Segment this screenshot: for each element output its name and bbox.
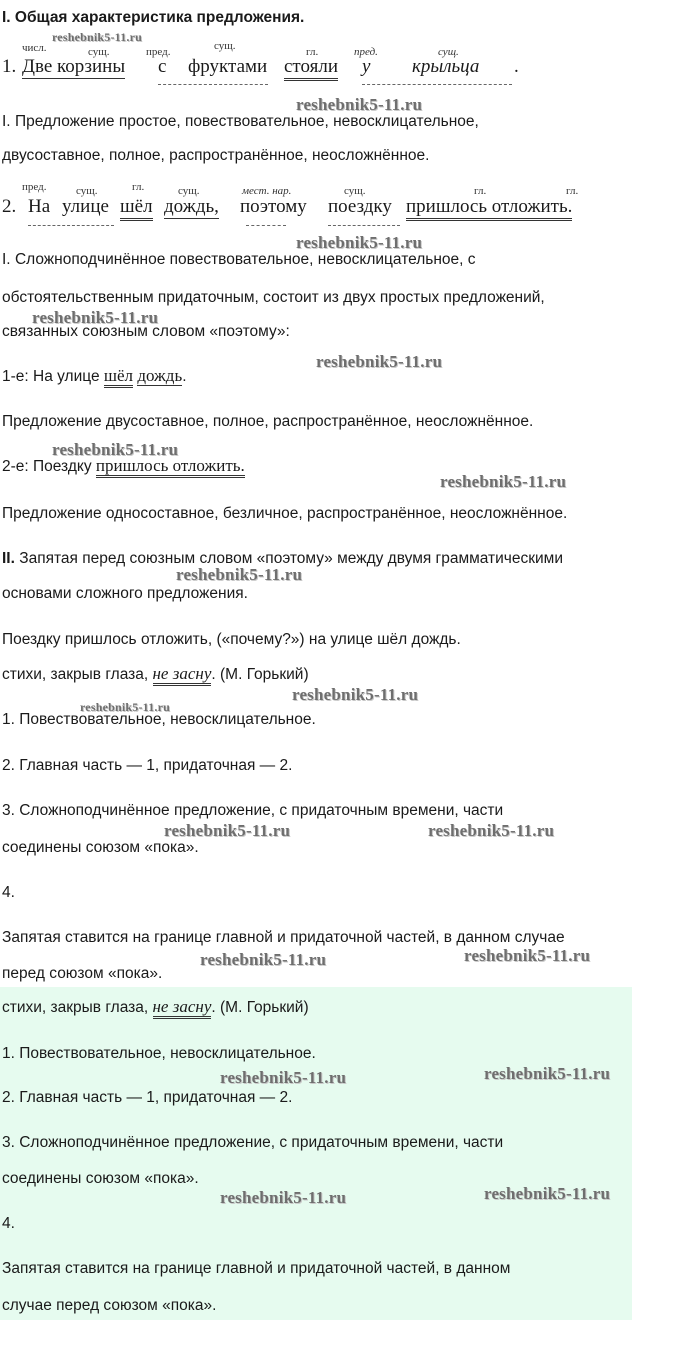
analysis-item: 1. Повествовательное, невосклицательное. (2, 1045, 316, 1062)
pos-tag: мест. нар. (242, 185, 292, 197)
description-line: двусоставное, полное, распространённое, неосложнённое. (2, 147, 430, 164)
clause-1-description: Предложение двусоставное, полное, распространённое, неосложнённое. (2, 413, 534, 430)
analysis-item: 2. Главная часть — 1, придаточная — 2. (2, 1089, 293, 1106)
pos-tag: гл. (474, 185, 487, 197)
watermark: reshebnik5-11.ru (464, 946, 591, 965)
predicate-word: не засну (153, 664, 212, 686)
pos-tag: сущ. (88, 46, 110, 58)
clause-label: 2-е: Поездку (2, 458, 92, 475)
watermark: reshebnik5-11.ru (176, 565, 303, 584)
watermark: reshebnik5-11.ru (296, 233, 423, 252)
description-line (2, 112, 479, 132)
sentence-number: 1. (2, 56, 17, 77)
scheme-line: Поездку пришлось отложить, («почему?») на улице шёл дождь. (2, 631, 461, 648)
object-underline (328, 225, 400, 226)
watermark: reshebnik5-11.ru (52, 30, 142, 44)
predicate-word: не засну (153, 997, 212, 1019)
analysis-item: 3. Сложноподчинённое предложение, с придаточным времени, части (2, 1134, 504, 1151)
object-underline (158, 84, 268, 85)
description-line (2, 250, 476, 270)
roman-numeral: II. (2, 550, 15, 567)
clause-label: 1-е: На улице (2, 368, 100, 385)
watermark: reshebnik5-11.ru (52, 440, 179, 459)
watermark: reshebnik5-11.ru (220, 1068, 347, 1087)
clause-1-line (2, 366, 187, 387)
description-text: Предложение простое, повествовательное, невосклицательное, (14, 113, 479, 130)
sentence-word: улице (62, 196, 109, 217)
watermark: reshebnik5-11.ru (484, 1064, 611, 1083)
pos-tag: пред. (146, 46, 171, 58)
adverbial-underline (28, 225, 114, 226)
description-text: Запятая перед союзным словом «поэтому» между двумя грамматическими (19, 550, 563, 567)
pos-tag: сущ. (344, 185, 366, 197)
section-ii-line: основами сложного предложения. (2, 585, 248, 602)
analysis-item: 4. (2, 1215, 15, 1232)
quote-author: . (М. Горький) (211, 999, 309, 1016)
pos-tag: сущ. (76, 185, 98, 197)
pos-tag: гл. (306, 46, 319, 58)
analysis-item: перед союзом «пока». (2, 965, 163, 982)
analysis-item: Запятая ставится на границе главной и придаточной частей, в данном (2, 1260, 511, 1277)
watermark: reshebnik5-11.ru (80, 700, 170, 714)
watermark: reshebnik5-11.ru (32, 308, 159, 327)
subject-word: Две корзины (22, 56, 126, 77)
sentence-word: с (158, 56, 167, 77)
watermark: reshebnik5-11.ru (428, 821, 555, 840)
sentence-number: 2. (2, 196, 17, 217)
section-header: I. Общая характеристика предложения. (2, 9, 305, 26)
quote-line (2, 997, 309, 1018)
analysis-item: 2. Главная часть — 1, придаточная — 2. (2, 757, 293, 774)
pos-tag: пред. (354, 46, 378, 58)
quote-line (2, 664, 309, 685)
quote-author: . (М. Горький) (211, 666, 309, 683)
subject-word: дождь, (164, 196, 219, 217)
predicate-word: пришлось отложить. (96, 456, 245, 478)
predicate-word: пришлось отложить. (406, 196, 572, 221)
analysis-item: соединены союзом «пока». (2, 839, 199, 856)
description-line: обстоятельственным придаточным, состоит из двух простых предложений, (2, 289, 545, 306)
sentence-word: крыльца (412, 56, 480, 77)
sentence-period: . (182, 368, 187, 385)
clause-2-line (2, 456, 245, 477)
sentence-word: На (28, 196, 51, 217)
quote-text: стихи, закрыв глаза, (2, 999, 149, 1016)
watermark: reshebnik5-11.ru (220, 1188, 347, 1207)
pos-tag: гл. (566, 185, 579, 197)
clause-2-description: Предложение односоставное, безличное, распространённое, неосложнённое. (2, 505, 568, 522)
roman-numeral: I. (2, 251, 11, 268)
adverbial-underline (362, 84, 512, 85)
pos-tag: гл. (132, 181, 145, 193)
analysis-item: 3. Сложноподчинённое предложение, с придаточным времени, части (2, 802, 504, 819)
pos-tag: сущ. (438, 46, 459, 58)
pos-tag: пред. (22, 181, 47, 193)
watermark: reshebnik5-11.ru (164, 821, 291, 840)
analysis-item: 1. Повествовательное, невосклицательное. (2, 711, 316, 728)
sentence-word: поездку (328, 196, 392, 217)
sentence-word: фруктами (188, 56, 268, 77)
analysis-item: 4. (2, 884, 15, 901)
predicate-word: шёл (104, 366, 133, 388)
analysis-item: Запятая ставится на границе главной и придаточной частей, в данном случае (2, 929, 565, 946)
description-line: связанных союзным словом «поэтому»: (2, 323, 290, 340)
pos-tag: числ. (22, 42, 47, 54)
roman-numeral: I. (2, 113, 11, 130)
description-text: Сложноподчинённое повествовательное, невосклицательное, с (14, 251, 476, 268)
quote-text: стихи, закрыв глаза, (2, 666, 149, 683)
predicate-word: стояли (284, 56, 338, 81)
watermark: reshebnik5-11.ru (296, 95, 423, 114)
watermark: reshebnik5-11.ru (440, 472, 567, 491)
sentence-word: поэтому (240, 196, 307, 217)
watermark: reshebnik5-11.ru (484, 1184, 611, 1203)
pos-tag: сущ. (178, 185, 200, 197)
watermark: reshebnik5-11.ru (292, 685, 419, 704)
predicate-word: шёл (120, 196, 153, 221)
watermark: reshebnik5-11.ru (200, 950, 327, 969)
adverbial-underline (246, 225, 286, 226)
subject-word: дождь (137, 366, 183, 385)
analysis-item: соединены союзом «пока». (2, 1170, 199, 1187)
pos-tag: сущ. (214, 40, 236, 52)
analysis-item: случае перед союзом «пока». (2, 1297, 217, 1314)
sentence-period: . (514, 56, 519, 77)
sentence-word: у (362, 56, 371, 77)
watermark: reshebnik5-11.ru (316, 352, 443, 371)
